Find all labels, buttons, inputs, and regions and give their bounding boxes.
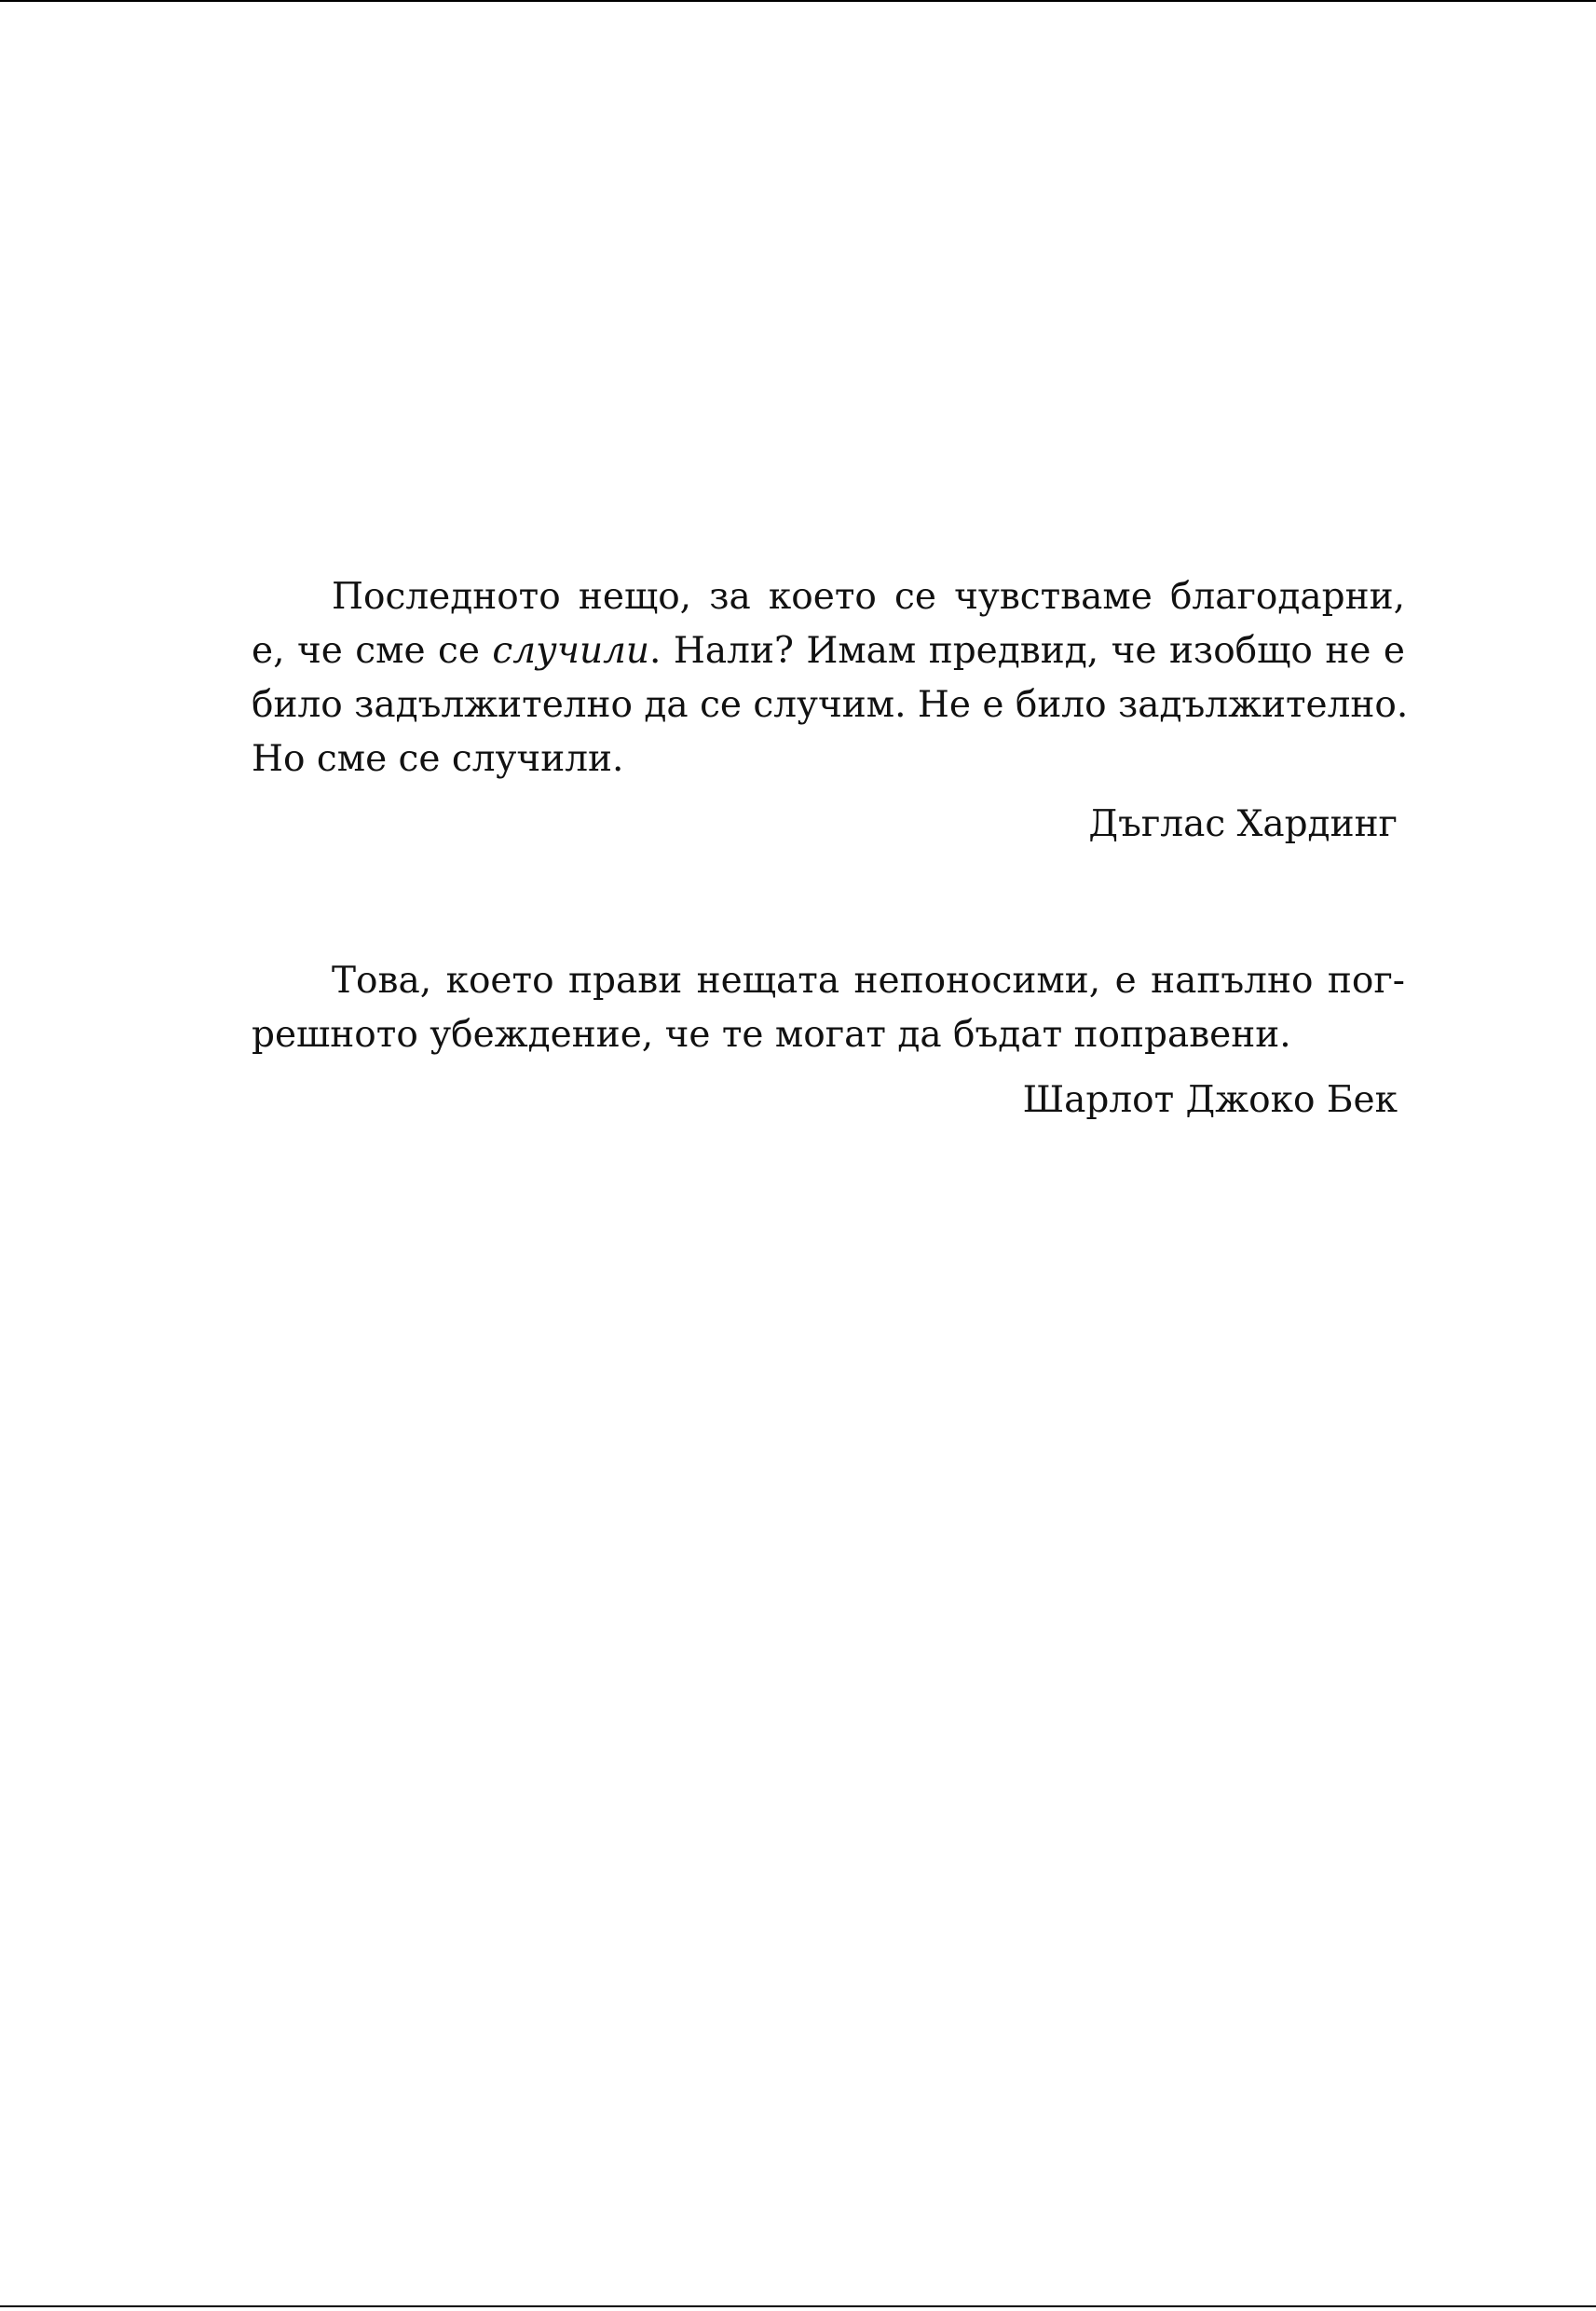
quote-line: Това, което прави нещата непоносими, е напълно пог- — [332, 960, 1405, 1002]
quote-line — [252, 624, 1405, 678]
quote-line: Но сме се случили. — [252, 738, 624, 780]
quote-block-joko-beck — [252, 954, 1405, 1128]
quote-author: Шарлот Джоко Бек — [1022, 1079, 1398, 1121]
quote-text-segment: е, че сме се — [252, 630, 493, 672]
quote-text-segment: . Нали? Имам предвид, че изобщо не е — [649, 630, 1405, 672]
quote-line: Последното нещо, за което се чувстваме благодарни, — [332, 576, 1405, 618]
quote-block-harding — [252, 570, 1409, 852]
quote-author: Дъглас Хардинг — [1088, 803, 1398, 845]
top-border-line — [0, 0, 1596, 2]
quote-line: било задължително да се случим. Не е било задължително. — [252, 684, 1409, 726]
emphasized-word: случили — [492, 630, 650, 672]
bottom-border-line — [0, 2305, 1596, 2307]
quote-line: решното убеждение, че те могат да бъдат поправени. — [252, 1014, 1291, 1056]
